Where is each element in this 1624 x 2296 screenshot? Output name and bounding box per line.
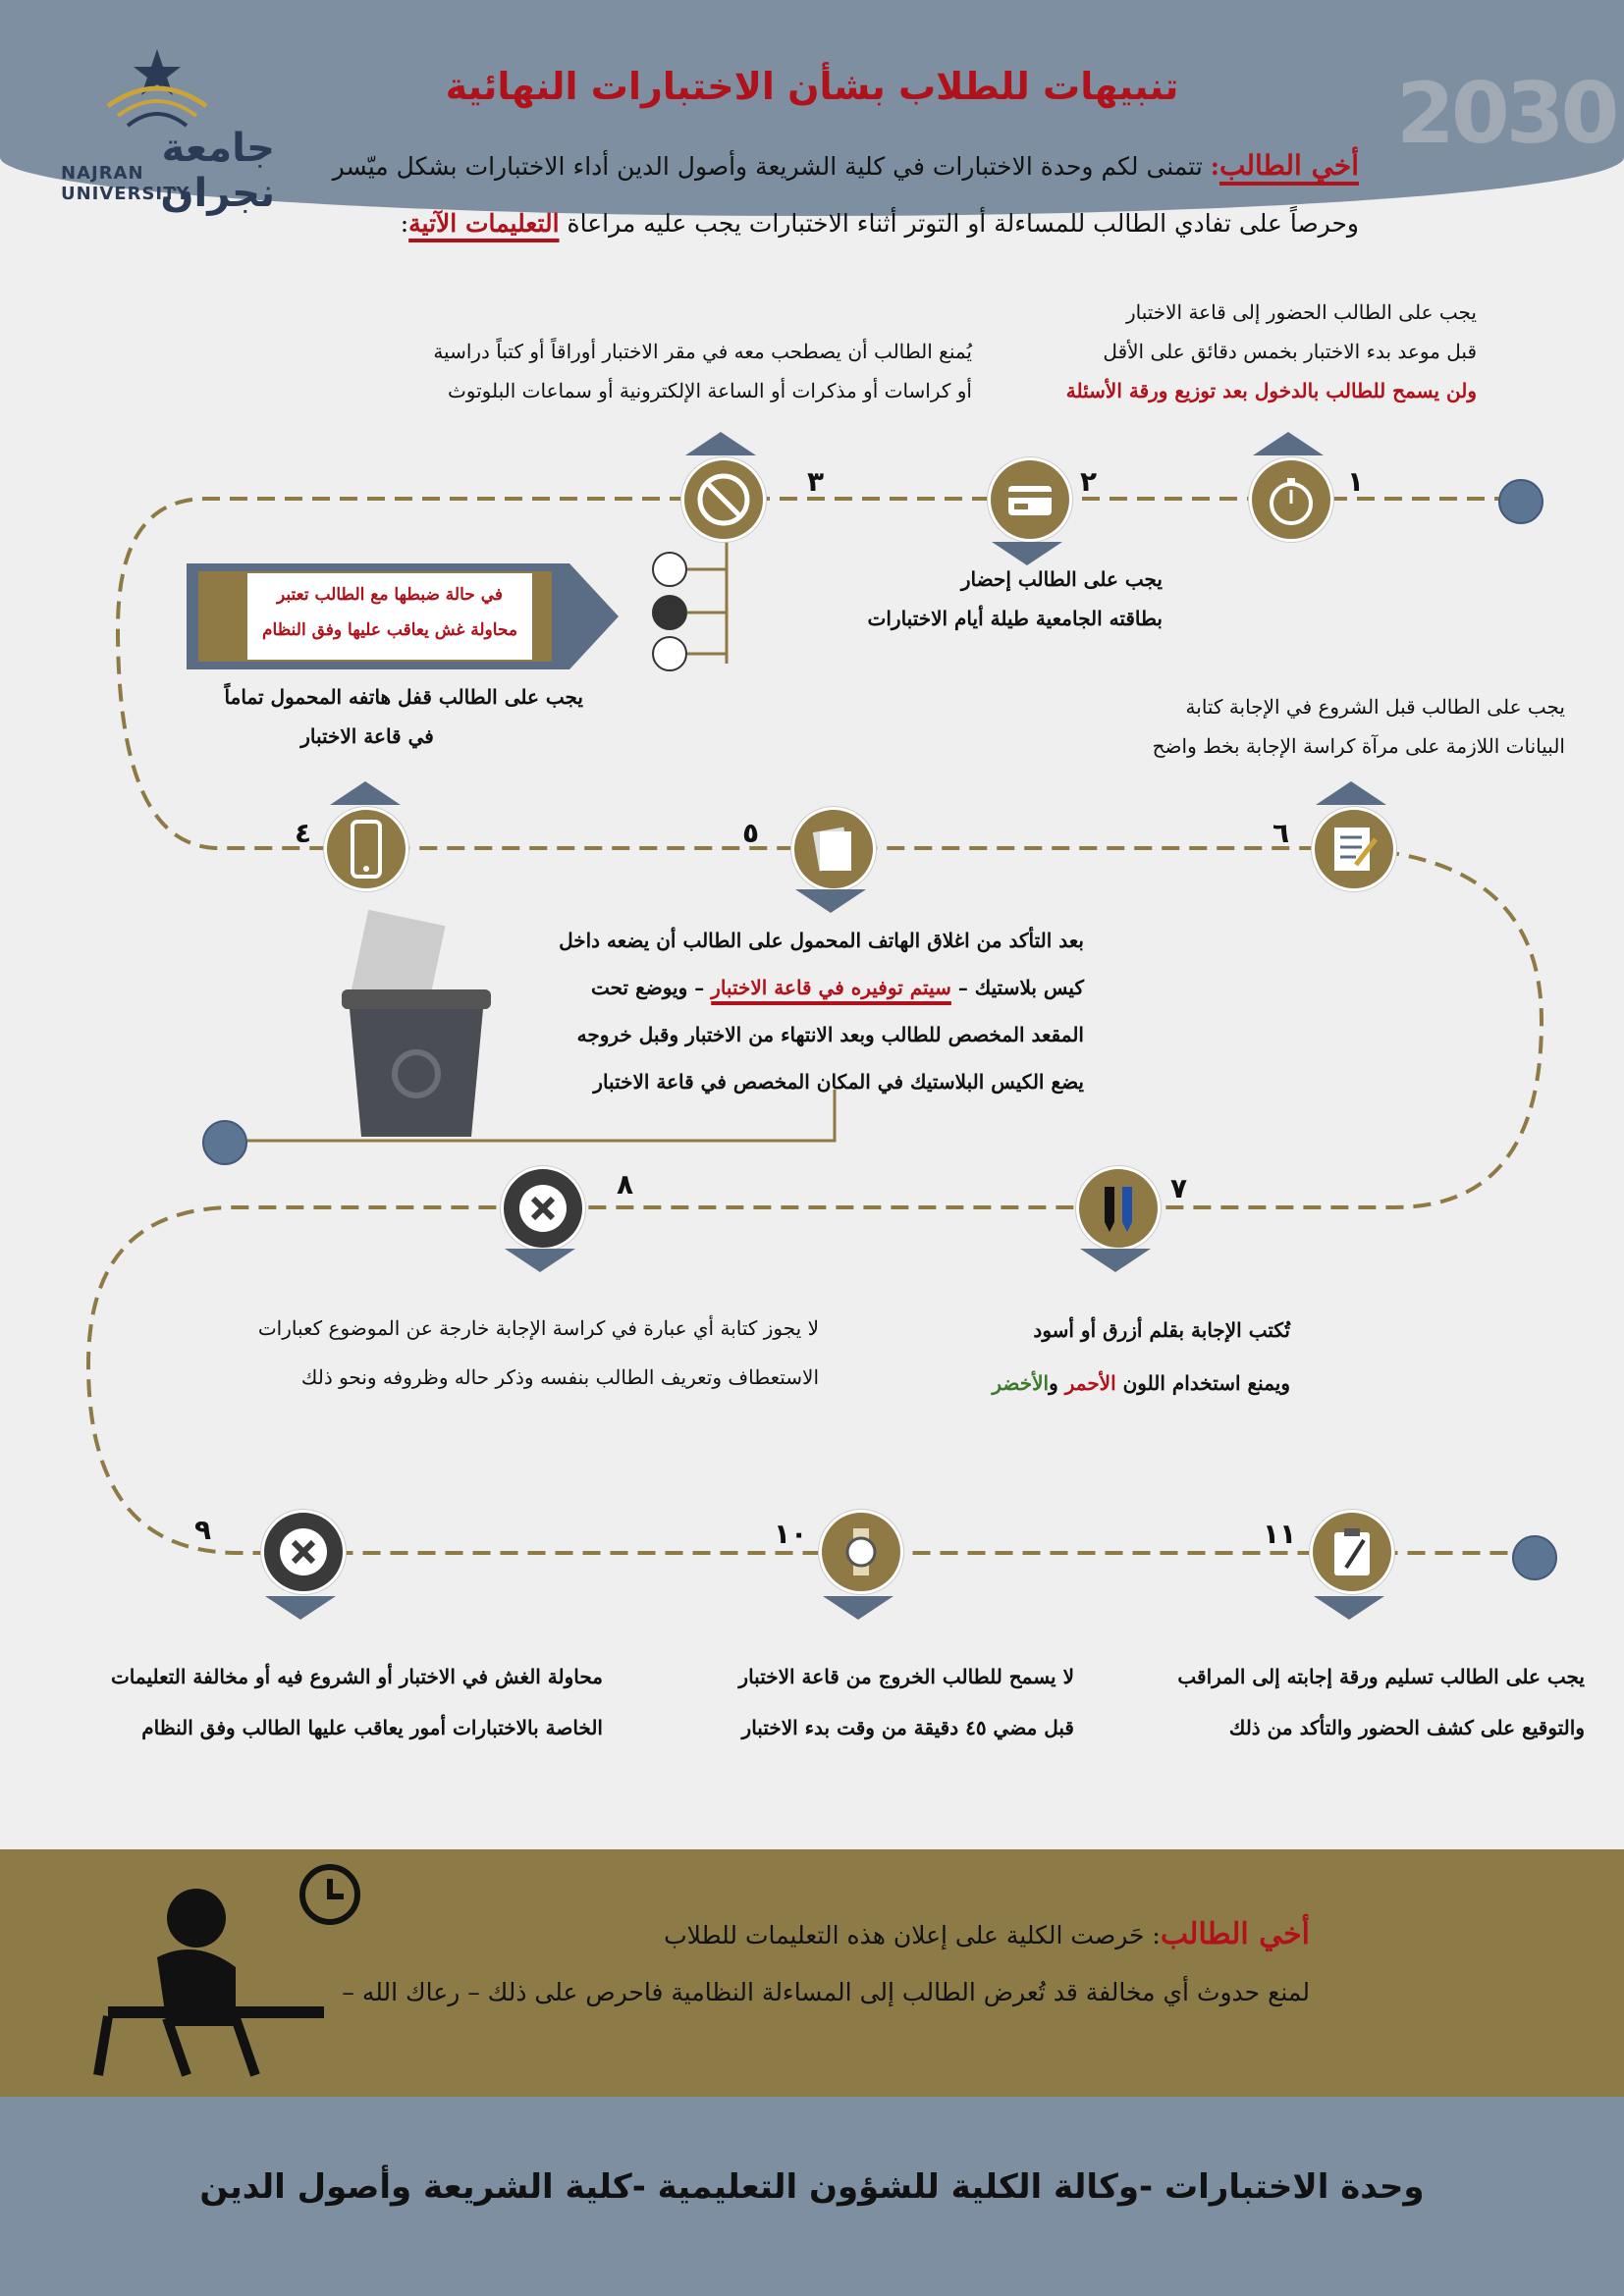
step-5-emphasis: سيتم توفيره في قاعة الاختبار <box>711 976 951 999</box>
step-11-number: ١١ <box>1263 1518 1297 1550</box>
step-8-number: ٨ <box>617 1168 634 1201</box>
page-title: تنبيهات للطلاب بشأن الاختبارات النهائية <box>445 65 1179 108</box>
warning-sign-text: في حالة ضبطها مع الطالب تعتبر محاولة غش يعاقب عليها وفق النظام <box>247 573 532 660</box>
step-8-pointer-icon <box>505 1249 575 1272</box>
step-10-pointer-icon <box>823 1596 893 1620</box>
wristwatch-icon <box>819 1510 903 1594</box>
checklist-icon <box>1312 807 1396 891</box>
intro-line-1-text: تتمنى لكم وحدة الاختبارات في كلية الشريعة وأصول الدين أداء الاختبارات بشكل ميّسر <box>332 152 1211 181</box>
step-6-pointer-icon <box>1316 781 1386 805</box>
clipboard-icon <box>1310 1510 1394 1594</box>
footer-text: وحدة الاختبارات -وكالة الكلية للشؤون التعليمية -كلية الشريعة وأصول الدين <box>199 2167 1425 2207</box>
earphones-icon <box>652 636 687 671</box>
red-color-word: الأحمر <box>1064 1371 1116 1395</box>
step-3-text: يُمنع الطالب أن يصطحب معه في مقر الاختبار أوراقاً أو كتباً دراسية أو كراسات أو مذكرات أو الساعة الإلكترونية أو سماعات البلوتوث <box>433 340 972 402</box>
step-2-text: يجب على الطالب إحضار بطاقته الجامعية طيلة أيام الاختبارات <box>867 567 1163 630</box>
step-7-number: ٧ <box>1170 1172 1188 1204</box>
prohibited-icon <box>681 457 766 542</box>
intro-line-2: وحرصاً على تفادي الطالب للمساءلة أو التوتر أثناء الاختبارات يجب عليه مراعاة التعليمات الآتية: <box>400 209 1359 238</box>
step-9-text: محاولة الغش في الاختبار أو الشروع فيه أو مخالفة التعليمات الخاصة بالاختبارات أمور يعاقب عليها الطالب وفق النظام <box>110 1665 603 1739</box>
step-11-text: يجب على الطالب تسليم ورقة إجابته إلى المراقب والتوقيع على كشف الحضور والتأكد من ذلك <box>1177 1665 1585 1739</box>
step-9-pointer-icon <box>265 1596 336 1620</box>
step-4-pointer-icon <box>330 781 401 805</box>
logo-arabic-text: جامعة نجران <box>160 126 275 216</box>
step-10-number: ١٠ <box>774 1518 808 1550</box>
path-start-dot <box>1498 479 1543 524</box>
intro-emphasis: التعليمات الآتية <box>408 209 560 238</box>
step-6-number: ٦ <box>1272 817 1290 849</box>
recycle-bin-icon <box>328 907 505 1143</box>
step-4-number: ٤ <box>295 817 312 849</box>
green-color-word: الأخضر <box>992 1371 1050 1395</box>
vision-2030-number: 2030 <box>1396 65 1616 163</box>
intro-line-1: أخي الطالب: تتمنى لكم وحدة الاختبارات في كلية الشريعة وأصول الدين أداء الاختبارات بشكل ميّسر <box>332 149 1359 182</box>
intro-salutation: أخي الطالب <box>1218 149 1359 182</box>
step-7-pointer-icon <box>1080 1249 1151 1272</box>
step-3-pointer-icon <box>685 432 756 455</box>
step-4-text: يجب على الطالب قفل هاتفه المحمول تماماً في قاعة الاختبار <box>224 685 583 748</box>
step-8-text: لا يجوز كتابة أي عبارة في كراسة الإجابة خارجة عن الموضوع كعبارات الاستعطاف وتعريف الطالب بنفسه وذكر حاله وظروفه ونحو ذلك <box>257 1316 819 1389</box>
stopwatch-icon <box>1249 457 1333 542</box>
x-mark-icon <box>261 1510 346 1594</box>
step-9-number: ٩ <box>194 1514 212 1546</box>
book-icon <box>652 552 687 587</box>
step-3-number: ٣ <box>807 465 825 498</box>
mobile-phone-icon <box>324 807 408 891</box>
step-6-text: يجب على الطالب قبل الشروع في الإجابة كتابة البيانات اللازمة على مرآة كراسة الإجابة بخط واضح <box>1152 695 1565 758</box>
step-10-text: لا يسمح للطالب الخروج من قاعة الاختبار قبل مضي ٤٥ دقيقة من وقت بدء الاختبار <box>738 1665 1074 1739</box>
step-1-pointer-icon <box>1253 432 1324 455</box>
step-5-pointer-icon <box>795 889 866 913</box>
step-1-number: ١ <box>1347 465 1365 498</box>
banner-salutation: أخي الطالب <box>1160 1917 1310 1951</box>
step-5-text: بعد التأكد من اغلاق الهاتف المحمول على الطالب أن يضعه داخل كيس بلاستيك – سيتم توفيره في قاعة الاختبار – ويوضع تحت المقعد المخصص للطالب وبعد الانتهاء من الاختبار وقبل خروجه يضع الكيس البلاستيك في المكان المخصص في قاعة الاختبار <box>559 929 1084 1094</box>
banner-paragraph: أخي الطالب: حَرصت الكلية على إعلان هذه التعليمات للطلاب لمنع حدوث أي مخالفة قد تُعرض الطالب إلى المساءلة النظامية فاحرص على ذلك – رعاك الله – <box>342 1917 1310 2006</box>
path-mid-dot <box>202 1120 247 1165</box>
step-11-pointer-icon <box>1314 1596 1384 1620</box>
pens-icon <box>1076 1166 1161 1251</box>
x-mark-icon <box>501 1166 585 1251</box>
step-7-text: تُكتب الإجابة بقلم أزرق أو أسود ويمنع استخدام اللون الأحمر والأخضر <box>992 1318 1290 1395</box>
warning-sign <box>187 563 619 669</box>
papers-icon <box>791 807 876 891</box>
smartwatch-icon <box>652 595 687 630</box>
id-card-icon <box>988 457 1072 542</box>
step-2-number: ٢ <box>1080 465 1098 498</box>
step-1-text: يجب على الطالب الحضور إلى قاعة الاختبار قبل موعد بدء الاختبار بخمس دقائق على الأقل ولن يسمح للطالب بالدخول بعد توزيع ورقة الأسئلة <box>1065 300 1477 402</box>
step-5-number: ٥ <box>742 817 760 849</box>
logo-english-text: NAJRAN UNIVERSITY <box>61 163 190 204</box>
path-end-dot <box>1512 1535 1557 1580</box>
